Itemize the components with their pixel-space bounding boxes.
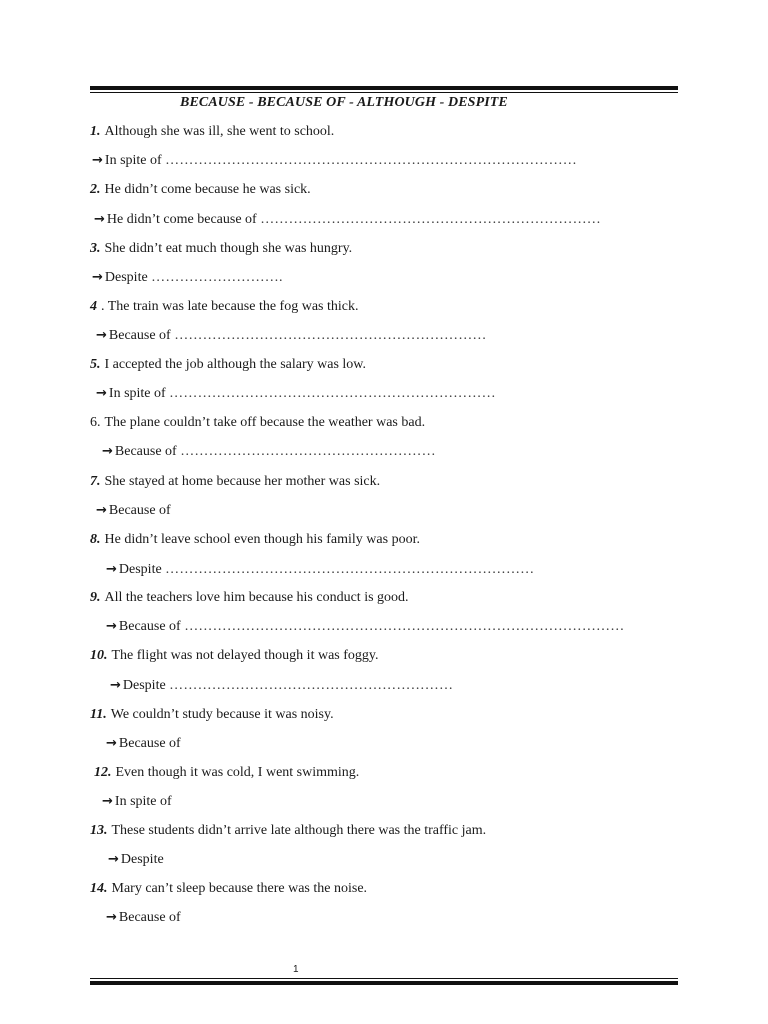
- exercise-sentence: I accepted the job although the salary was low.: [104, 357, 367, 372]
- exercise-answer-4: [96, 327, 487, 345]
- exercise-answer-13: [108, 851, 164, 869]
- answer-prefix: Because of: [118, 910, 181, 925]
- exercise-number: 2.: [90, 182, 101, 197]
- exercise-number: 12.: [94, 765, 112, 780]
- exercise-sentence: Although she was ill, she went to school.: [104, 124, 335, 139]
- arrow-right-icon: →: [96, 503, 107, 518]
- arrow-right-icon: →: [96, 386, 107, 401]
- exercise-question-8: [90, 531, 420, 549]
- page-number: 1: [293, 964, 299, 975]
- arrow-right-icon: →: [108, 852, 119, 867]
- arrow-right-icon: →: [92, 270, 103, 285]
- exercise-number: 8.: [90, 532, 101, 547]
- answer-prefix: Despite: [122, 678, 166, 693]
- bottom-rule-thick: [90, 981, 678, 985]
- exercise-answer-9: [106, 618, 624, 636]
- exercise-question-13: [90, 822, 486, 840]
- exercise-question-2: [90, 181, 311, 199]
- exercise-number: 3.: [90, 241, 101, 256]
- exercise-question-4: [90, 298, 358, 316]
- exercise-question-11: [90, 706, 334, 724]
- exercise-number: 14.: [90, 881, 108, 896]
- exercise-sentence: We couldn’t study because it was noisy.: [110, 707, 334, 722]
- arrow-right-icon: →: [92, 153, 103, 168]
- exercise-question-7: [90, 473, 380, 491]
- arrow-right-icon: →: [102, 444, 113, 459]
- answer-blank[interactable]: …………………………………………………………………………………: [184, 619, 625, 634]
- arrow-right-icon: →: [96, 328, 107, 343]
- exercise-answer-11: [106, 735, 181, 753]
- exercise-question-12: [94, 764, 359, 782]
- exercise-answer-3: [92, 269, 283, 287]
- exercise-answer-5: [96, 385, 496, 403]
- answer-prefix: In spite of: [104, 153, 162, 168]
- exercise-sentence: She stayed at home because her mother was sick.: [104, 474, 381, 489]
- exercise-question-5: [90, 356, 366, 374]
- exercise-sentence: She didn’t eat much though she was hungry.: [104, 241, 353, 256]
- exercise-answer-6: [102, 443, 436, 461]
- exercise-answer-12: [102, 793, 172, 811]
- exercise-answer-1: [92, 152, 577, 170]
- answer-prefix: Because of: [108, 328, 171, 343]
- answer-prefix: Because of: [118, 619, 181, 634]
- top-rule: [90, 86, 678, 93]
- exercise-sentence: These students didn’t arrive late although there was the traffic jam.: [111, 823, 487, 838]
- exercise-number: 4: [90, 299, 97, 314]
- answer-blank[interactable]: ……………………….: [151, 270, 283, 285]
- top-rule-thin: [90, 92, 678, 93]
- exercise-answer-2: [94, 211, 601, 229]
- answer-prefix: In spite of: [114, 794, 172, 809]
- answer-blank[interactable]: ……………………………………………………: [169, 678, 454, 693]
- answer-prefix: Despite: [104, 270, 148, 285]
- exercise-question-3: [90, 240, 352, 258]
- exercise-number: 1.: [90, 124, 101, 139]
- exercise-answer-10: [110, 677, 453, 695]
- arrow-right-icon: →: [106, 562, 117, 577]
- exercise-number: 9.: [90, 590, 101, 605]
- exercise-question-14: [90, 880, 367, 898]
- exercise-sentence: He didn’t come because he was sick.: [104, 182, 311, 197]
- exercise-number: 13.: [90, 823, 108, 838]
- answer-prefix: He didn’t come because of: [106, 212, 257, 227]
- arrow-right-icon: →: [102, 794, 113, 809]
- exercise-sentence: All the teachers love him because his conduct is good.: [104, 590, 409, 605]
- exercise-sentence: . The train was late because the fog was thick.: [101, 299, 359, 314]
- worksheet-title: BECAUSE - BECAUSE OF - ALTHOUGH - DESPITE: [180, 95, 508, 110]
- arrow-right-icon: →: [106, 910, 117, 925]
- exercise-number: 10.: [90, 648, 108, 663]
- answer-blank[interactable]: ………………………………………………………………: [260, 212, 602, 227]
- exercise-answer-8: [106, 561, 534, 579]
- exercise-question-9: [90, 589, 409, 607]
- answer-prefix: Despite: [118, 562, 162, 577]
- exercise-question-1: [90, 123, 334, 141]
- bottom-rule-thin: [90, 978, 678, 979]
- exercise-sentence: Mary can’t sleep because there was the noise.: [111, 881, 368, 896]
- answer-blank[interactable]: ……………………………………………………………………………: [165, 153, 577, 168]
- answer-blank[interactable]: ………………………………………………: [180, 444, 436, 459]
- exercise-answer-7: [96, 502, 171, 520]
- top-rule-thick: [90, 86, 678, 90]
- exercise-answer-14: [106, 909, 181, 927]
- exercise-sentence: Even though it was cold, I went swimming.: [115, 765, 360, 780]
- answer-prefix: Despite: [120, 852, 164, 867]
- arrow-right-icon: →: [106, 619, 117, 634]
- answer-prefix: Because of: [114, 444, 177, 459]
- exercise-question-10: [90, 647, 378, 665]
- exercise-number: 5.: [90, 357, 101, 372]
- answer-prefix: In spite of: [108, 386, 166, 401]
- bottom-rule: [90, 978, 678, 985]
- arrow-right-icon: →: [110, 678, 121, 693]
- answer-blank[interactable]: ……………………………………………………………: [169, 386, 496, 401]
- exercise-question-6: [90, 414, 425, 432]
- exercise-sentence: He didn’t leave school even though his family was poor.: [104, 532, 420, 547]
- answer-blank[interactable]: ……………………………………………………………………: [165, 562, 535, 577]
- arrow-right-icon: →: [94, 212, 105, 227]
- answer-prefix: Because of: [108, 503, 171, 518]
- exercise-number: 7.: [90, 474, 101, 489]
- exercise-number: 11.: [90, 707, 107, 722]
- answer-prefix: Because of: [118, 736, 181, 751]
- exercise-sentence: The flight was not delayed though it was foggy.: [111, 648, 379, 663]
- exercise-number: 6.: [90, 415, 101, 430]
- answer-blank[interactable]: …………………………………………………………: [174, 328, 487, 343]
- exercise-sentence: The plane couldn’t take off because the weather was bad.: [104, 415, 426, 430]
- arrow-right-icon: →: [106, 736, 117, 751]
